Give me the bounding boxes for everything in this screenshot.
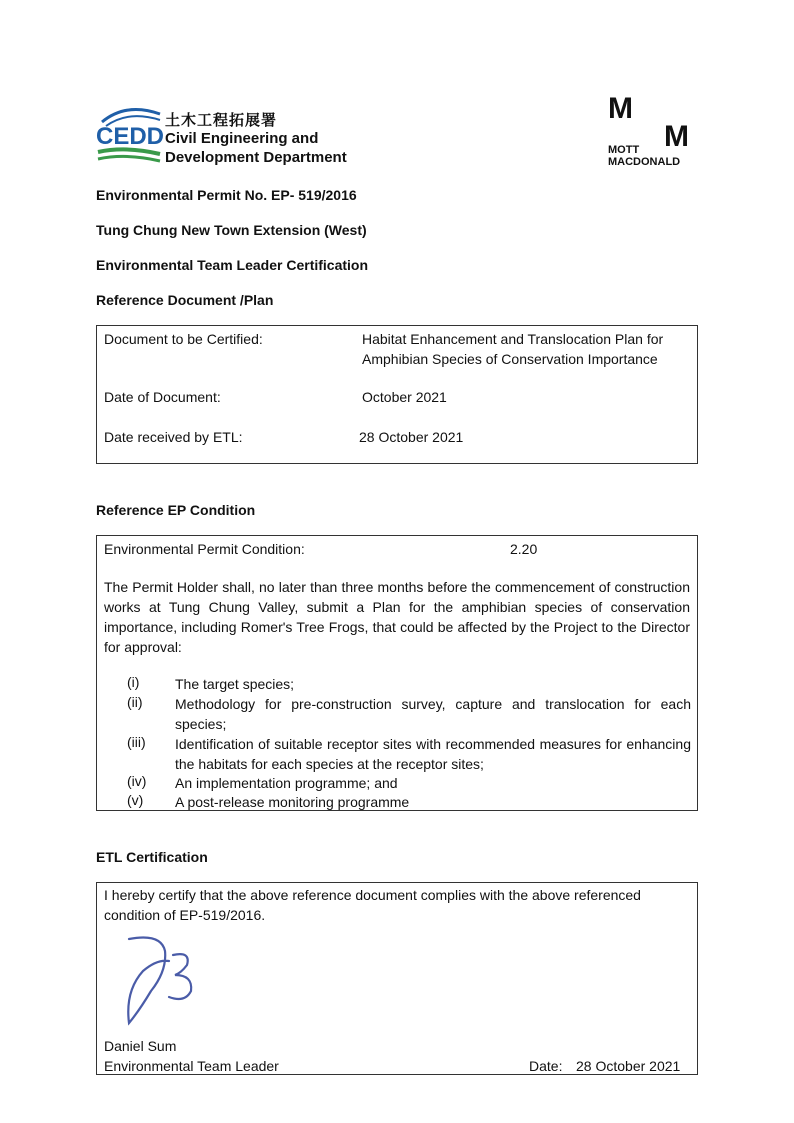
- certification-heading: Environmental Team Leader Certification: [96, 257, 369, 273]
- certification-statement: I hereby certify that the above reference document complies with the above referenced condition of EP-519/2016.: [104, 887, 641, 923]
- list-item-text: The target species;: [175, 676, 295, 692]
- certification-date-label: Date:: [529, 1058, 563, 1074]
- ep-condition-value: 2.20: [510, 541, 538, 557]
- date-of-document-value: October 2021: [362, 389, 447, 405]
- reference-ep-heading: Reference EP Condition: [96, 502, 256, 518]
- document-value-line2: Amphibian Species of Conservation Importance: [362, 351, 658, 367]
- list-item-text: An implementation programme; and: [175, 775, 398, 791]
- cedd-chinese-name: 土木工程拓展署: [165, 112, 278, 129]
- cedd-emblem-icon: [96, 102, 166, 166]
- date-received-label: Date received by ETL:: [104, 429, 243, 445]
- list-item-text: A post-release monitoring programme: [175, 794, 410, 810]
- date-of-document-label: Date of Document:: [104, 389, 221, 405]
- signature-image: [121, 931, 211, 1031]
- reference-document-box: [96, 325, 698, 464]
- signatory-role: Environmental Team Leader: [104, 1058, 279, 1074]
- date-received-value: 28 October 2021: [359, 429, 464, 445]
- list-item-number: (v): [127, 792, 144, 808]
- list-item-text: Methodology for pre-construction survey, capture and translocation for each species;: [175, 696, 691, 732]
- document-value-line1: Habitat Enhancement and Translocation Plan for: [362, 331, 664, 347]
- project-heading: Tung Chung New Town Extension (West): [96, 222, 367, 238]
- mm-logo-letter1: M: [608, 92, 633, 125]
- mm-logo-word1: MOTT: [608, 144, 640, 156]
- cedd-name-line1: Civil Engineering and: [165, 130, 319, 147]
- ep-condition-label: Environmental Permit Condition:: [104, 541, 305, 557]
- list-item-text: Identification of suitable receptor sites with recommended measures for enhancing the habitats for each species at the receptor sites;: [175, 736, 691, 772]
- reference-document-heading: Reference Document /Plan: [96, 292, 274, 308]
- document-label: Document to be Certified:: [104, 331, 263, 347]
- list-item-number: (iv): [127, 773, 147, 789]
- mm-logo-letter2: M: [664, 120, 689, 153]
- list-item-number: (i): [127, 674, 140, 690]
- signatory-name: Daniel Sum: [104, 1038, 177, 1054]
- list-item-number: (iii): [127, 734, 146, 750]
- etl-certification-box: [96, 882, 698, 1075]
- ep-condition-box: [96, 535, 698, 811]
- etl-certification-heading: ETL Certification: [96, 849, 208, 865]
- cedd-logo-text: CEDD: [96, 123, 165, 150]
- list-item-number: (ii): [127, 694, 143, 710]
- permit-heading: Environmental Permit No. EP- 519/2016: [96, 187, 357, 203]
- cedd-name-line2: Development Department: [165, 149, 347, 166]
- certification-date-value: 28 October 2021: [576, 1058, 681, 1074]
- mm-logo-word2: MACDONALD: [608, 156, 681, 168]
- ep-condition-paragraph: The Permit Holder shall, no later than three months before the commencement of construction works at Tung Chung Valley, submit a Plan for the amphibian species of conservation importance, including Romer's Tree Frogs, that could be affected by the Project to the Director for approval:: [104, 579, 690, 655]
